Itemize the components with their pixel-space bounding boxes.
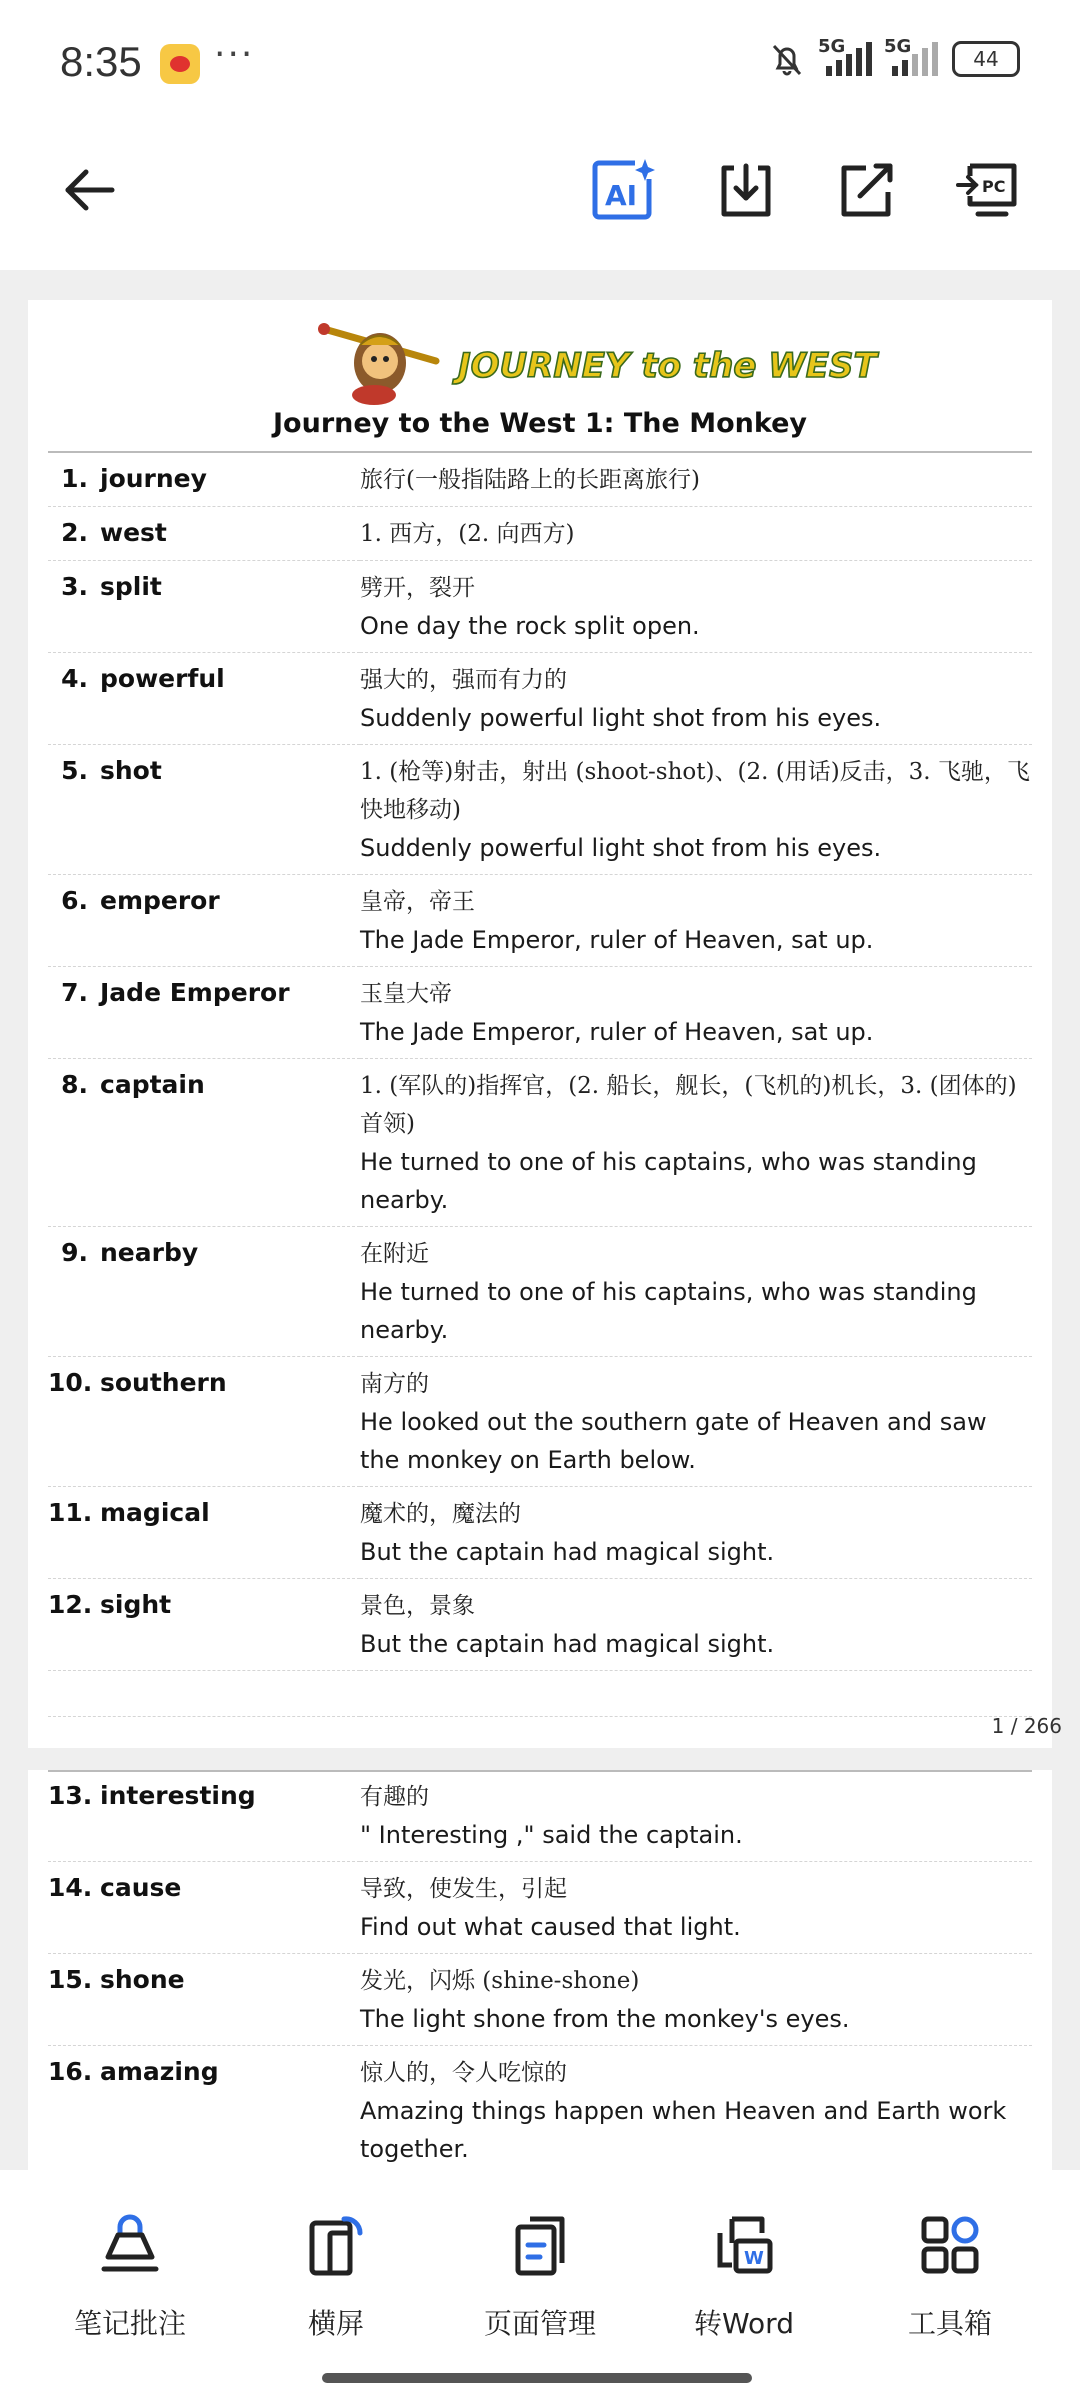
vocab-number: 8. — [61, 1070, 88, 1099]
vocab-term-cell — [48, 1954, 360, 2046]
landscape-button[interactable] — [246, 2210, 426, 2342]
arrow-left-icon — [60, 160, 120, 220]
vocab-word: nearby — [100, 1238, 199, 1267]
example-sentence: Find out what caused that light. — [360, 1913, 741, 1941]
vocab-number: 2. — [61, 518, 88, 547]
document-page-2[interactable] — [28, 1770, 1052, 2170]
vocab-number: 10. — [48, 1368, 93, 1397]
nav-label: 笔记批注 — [73, 2307, 186, 2340]
vocab-row — [48, 1357, 1032, 1487]
vocab-row — [48, 967, 1032, 1059]
notes-button[interactable] — [40, 2210, 220, 2342]
vocab-definition-cell — [360, 507, 1032, 561]
vocab-definition-cell — [360, 1579, 1032, 1671]
nav-label: 工具箱 — [907, 2307, 992, 2340]
example-sentence: Amazing things happen when Heaven and Earth work together. — [360, 2097, 1007, 2163]
to-word-button[interactable] — [654, 2210, 834, 2342]
vocab-term-cell — [48, 1770, 360, 1862]
example-sentence: The Jade Emperor, ruler of Heaven, sat up. — [360, 926, 874, 954]
word-convert-icon — [712, 2213, 776, 2277]
vocab-row — [48, 1579, 1032, 1671]
svg-text:PC: PC — [982, 177, 1006, 196]
vocab-number: 16. — [48, 2057, 93, 2086]
vocab-row — [48, 1059, 1032, 1227]
vocab-row — [48, 561, 1032, 653]
example-sentence: He turned to one of his captains, who was standing nearby. — [360, 1148, 977, 1214]
pages-icon — [508, 2213, 572, 2277]
logo-text: JOURNEY to the WEST — [458, 346, 877, 386]
chinese-definition: 劈开，裂开 — [360, 575, 475, 601]
vocab-word: sight — [100, 1590, 172, 1619]
vocab-definition-cell — [360, 1357, 1032, 1487]
vocab-word: interesting — [100, 1781, 256, 1810]
vocab-definition-cell — [360, 561, 1032, 653]
ai-sparkle-icon — [589, 157, 655, 223]
pc-icon — [956, 160, 1020, 220]
example-sentence: He turned to one of his captains, who was standing nearby. — [360, 1278, 977, 1344]
vocab-term-cell — [48, 561, 360, 653]
vocab-row — [48, 453, 1032, 507]
vocab-number: 4. — [61, 664, 88, 693]
example-sentence: The Jade Emperor, ruler of Heaven, sat up. — [360, 1018, 874, 1046]
back-button[interactable] — [50, 150, 130, 230]
vocab-number: 13. — [48, 1781, 93, 1810]
vocab-row — [48, 1862, 1032, 1954]
vocab-definition-cell — [360, 967, 1032, 1059]
signal-label: 5G — [884, 36, 912, 57]
vocab-definition-cell — [360, 1770, 1032, 1862]
vocab-number: 6. — [61, 886, 88, 915]
vocab-term-cell — [48, 1059, 360, 1227]
nav-label: 页面管理 — [483, 2307, 596, 2340]
status-bar — [0, 0, 1080, 130]
vocab-term-cell — [48, 2046, 360, 2176]
download-button[interactable] — [706, 150, 786, 230]
chinese-definition: 景色，景象 — [360, 1593, 475, 1619]
example-sentence: " Interesting ," said the captain. — [360, 1821, 743, 1849]
chinese-definition: 玉皇大帝 — [360, 981, 452, 1007]
chinese-definition: 皇帝，帝王 — [360, 889, 475, 915]
vocab-row — [48, 507, 1032, 561]
vocab-row — [48, 1227, 1032, 1357]
svg-text:AI: AI — [605, 179, 638, 212]
example-sentence: The light shone from the monkey's eyes. — [360, 2005, 850, 2033]
vocab-definition-cell — [360, 453, 1032, 507]
chinese-definition: 1. 西方，(2. 向西方) — [360, 521, 575, 547]
chinese-definition: 在附近 — [360, 1241, 429, 1267]
chinese-definition: 发光，闪烁 (shine-shone) — [360, 1968, 640, 1994]
vocab-definition-cell — [360, 1059, 1032, 1227]
vocab-number: 7. — [61, 978, 88, 1007]
vocab-row — [48, 875, 1032, 967]
chinese-definition: 强大的，强而有力的 — [360, 667, 567, 693]
example-sentence: Suddenly powerful light shot from his eyes. — [360, 834, 882, 862]
example-sentence: But the captain had magical sight. — [360, 1630, 775, 1658]
chinese-definition: 有趣的 — [360, 1784, 429, 1810]
chinese-definition: 南方的 — [360, 1371, 429, 1397]
chinese-definition: 1. (军队的)指挥官，(2. 船长，舰长，(飞机的)机长，3. (团体的)首领) — [360, 1073, 1017, 1137]
vocab-term-cell — [48, 745, 360, 875]
vocabulary-table-page-1 — [48, 453, 1032, 1717]
vocab-term-cell — [48, 1227, 360, 1357]
vocab-term-cell — [48, 1579, 360, 1671]
page-manage-button[interactable] — [450, 2210, 630, 2342]
vocab-row — [48, 1954, 1032, 2046]
vocab-word: split — [100, 572, 162, 601]
nav-label: 转Word — [694, 2307, 794, 2340]
vocab-word: powerful — [100, 664, 225, 693]
vocab-row — [48, 745, 1032, 875]
pen-annotate-icon — [98, 2213, 162, 2277]
document-title: Journey to the West 1: The Monkey — [273, 408, 807, 439]
home-indicator[interactable] — [322, 2373, 752, 2383]
vocab-word: amazing — [100, 2057, 219, 2086]
vocab-definition-cell — [360, 1487, 1032, 1579]
vocab-word: journey — [100, 464, 207, 493]
vocab-number: 12. — [48, 1590, 93, 1619]
page-indicator: 1 / 266 — [991, 1714, 1062, 1738]
vocab-word: captain — [100, 1070, 205, 1099]
vocab-row — [48, 653, 1032, 745]
share-icon — [836, 160, 896, 220]
vocab-term-cell — [48, 1487, 360, 1579]
vocab-term-cell — [48, 967, 360, 1059]
vocab-word: southern — [100, 1368, 227, 1397]
vocab-word: shot — [100, 756, 162, 785]
bottom-toolbar — [0, 2170, 1080, 2400]
vocab-term-cell — [48, 453, 360, 507]
vocab-row — [48, 2046, 1032, 2176]
vocab-word: west — [100, 518, 167, 547]
vocab-word: Jade Emperor — [100, 978, 290, 1007]
vocab-term-cell — [48, 507, 360, 561]
vocab-definition-cell — [360, 2046, 1032, 2176]
chinese-definition: 魔术的，魔法的 — [360, 1501, 521, 1527]
vocab-number: 14. — [48, 1873, 93, 1902]
vocab-word: cause — [100, 1873, 182, 1902]
more-notifications-icon: ··· — [214, 34, 255, 75]
battery-indicator: 44 — [952, 41, 1020, 77]
vocab-term-cell — [48, 653, 360, 745]
chinese-definition: 1. (枪等)射击，射出 (shoot-shot)、(2. (用话)反击，3. 飞驰，飞快地移动) — [360, 759, 1030, 823]
signal-5g-1-icon — [818, 36, 872, 76]
vocab-number: 11. — [48, 1498, 93, 1527]
chinese-definition: 惊人的，令人吃惊的 — [360, 2060, 567, 2086]
example-sentence: He looked out the southern gate of Heaven and saw the monkey on Earth below. — [360, 1408, 987, 1474]
ai-assistant-button[interactable] — [582, 150, 662, 230]
vocab-row — [48, 1770, 1032, 1862]
signal-label: 5G — [818, 36, 846, 57]
vocab-term-cell — [48, 875, 360, 967]
bell-muted-icon — [768, 40, 806, 78]
rotate-screen-icon — [304, 2213, 368, 2277]
journey-to-the-west-logo — [28, 315, 1052, 405]
vocab-definition-cell — [360, 1227, 1032, 1357]
vocab-word: magical — [100, 1498, 210, 1527]
vocab-definition-cell — [360, 653, 1032, 745]
example-sentence: Suddenly powerful light shot from his eyes. — [360, 704, 882, 732]
chinese-definition: 旅行(一般指陆路上的长距离旅行) — [360, 467, 700, 493]
svg-text:W: W — [744, 2248, 764, 2269]
toolbox-button[interactable] — [860, 2210, 1040, 2342]
weibo-notification-icon — [160, 44, 200, 84]
chinese-definition: 导致，使发生，引起 — [360, 1876, 567, 1902]
vocab-definition-cell — [360, 745, 1032, 875]
top-app-bar — [0, 130, 1080, 270]
grid-tools-icon — [918, 2213, 982, 2277]
vocab-term-cell — [48, 1357, 360, 1487]
share-button[interactable] — [826, 150, 906, 230]
vocab-term-cell — [48, 1862, 360, 1954]
vocab-number: 9. — [61, 1238, 88, 1267]
nav-label: 横屏 — [307, 2307, 364, 2340]
vocab-word: emperor — [100, 886, 220, 915]
download-icon — [716, 160, 776, 220]
vocab-definition-cell — [360, 875, 1032, 967]
vocab-row-empty — [48, 1671, 1032, 1717]
send-to-pc-button[interactable] — [948, 150, 1028, 230]
vocab-definition-cell — [360, 1862, 1032, 1954]
example-sentence: But the captain had magical sight. — [360, 1538, 775, 1566]
vocab-number: 3. — [61, 572, 88, 601]
vocab-number: 15. — [48, 1965, 93, 1994]
signal-5g-2-icon — [884, 36, 938, 76]
vocab-row — [48, 1487, 1032, 1579]
vocab-word: shone — [100, 1965, 185, 1994]
status-time: 8:35 — [60, 38, 142, 85]
vocab-number: 1. — [61, 464, 88, 493]
vocab-definition-cell — [360, 1954, 1032, 2046]
document-page-1[interactable] — [28, 300, 1062, 1748]
vocabulary-table-page-2 — [48, 1770, 1032, 2222]
vocab-number: 5. — [61, 756, 88, 785]
monkey-king-logo-icon — [28, 315, 1052, 405]
example-sentence: One day the rock split open. — [360, 612, 700, 640]
